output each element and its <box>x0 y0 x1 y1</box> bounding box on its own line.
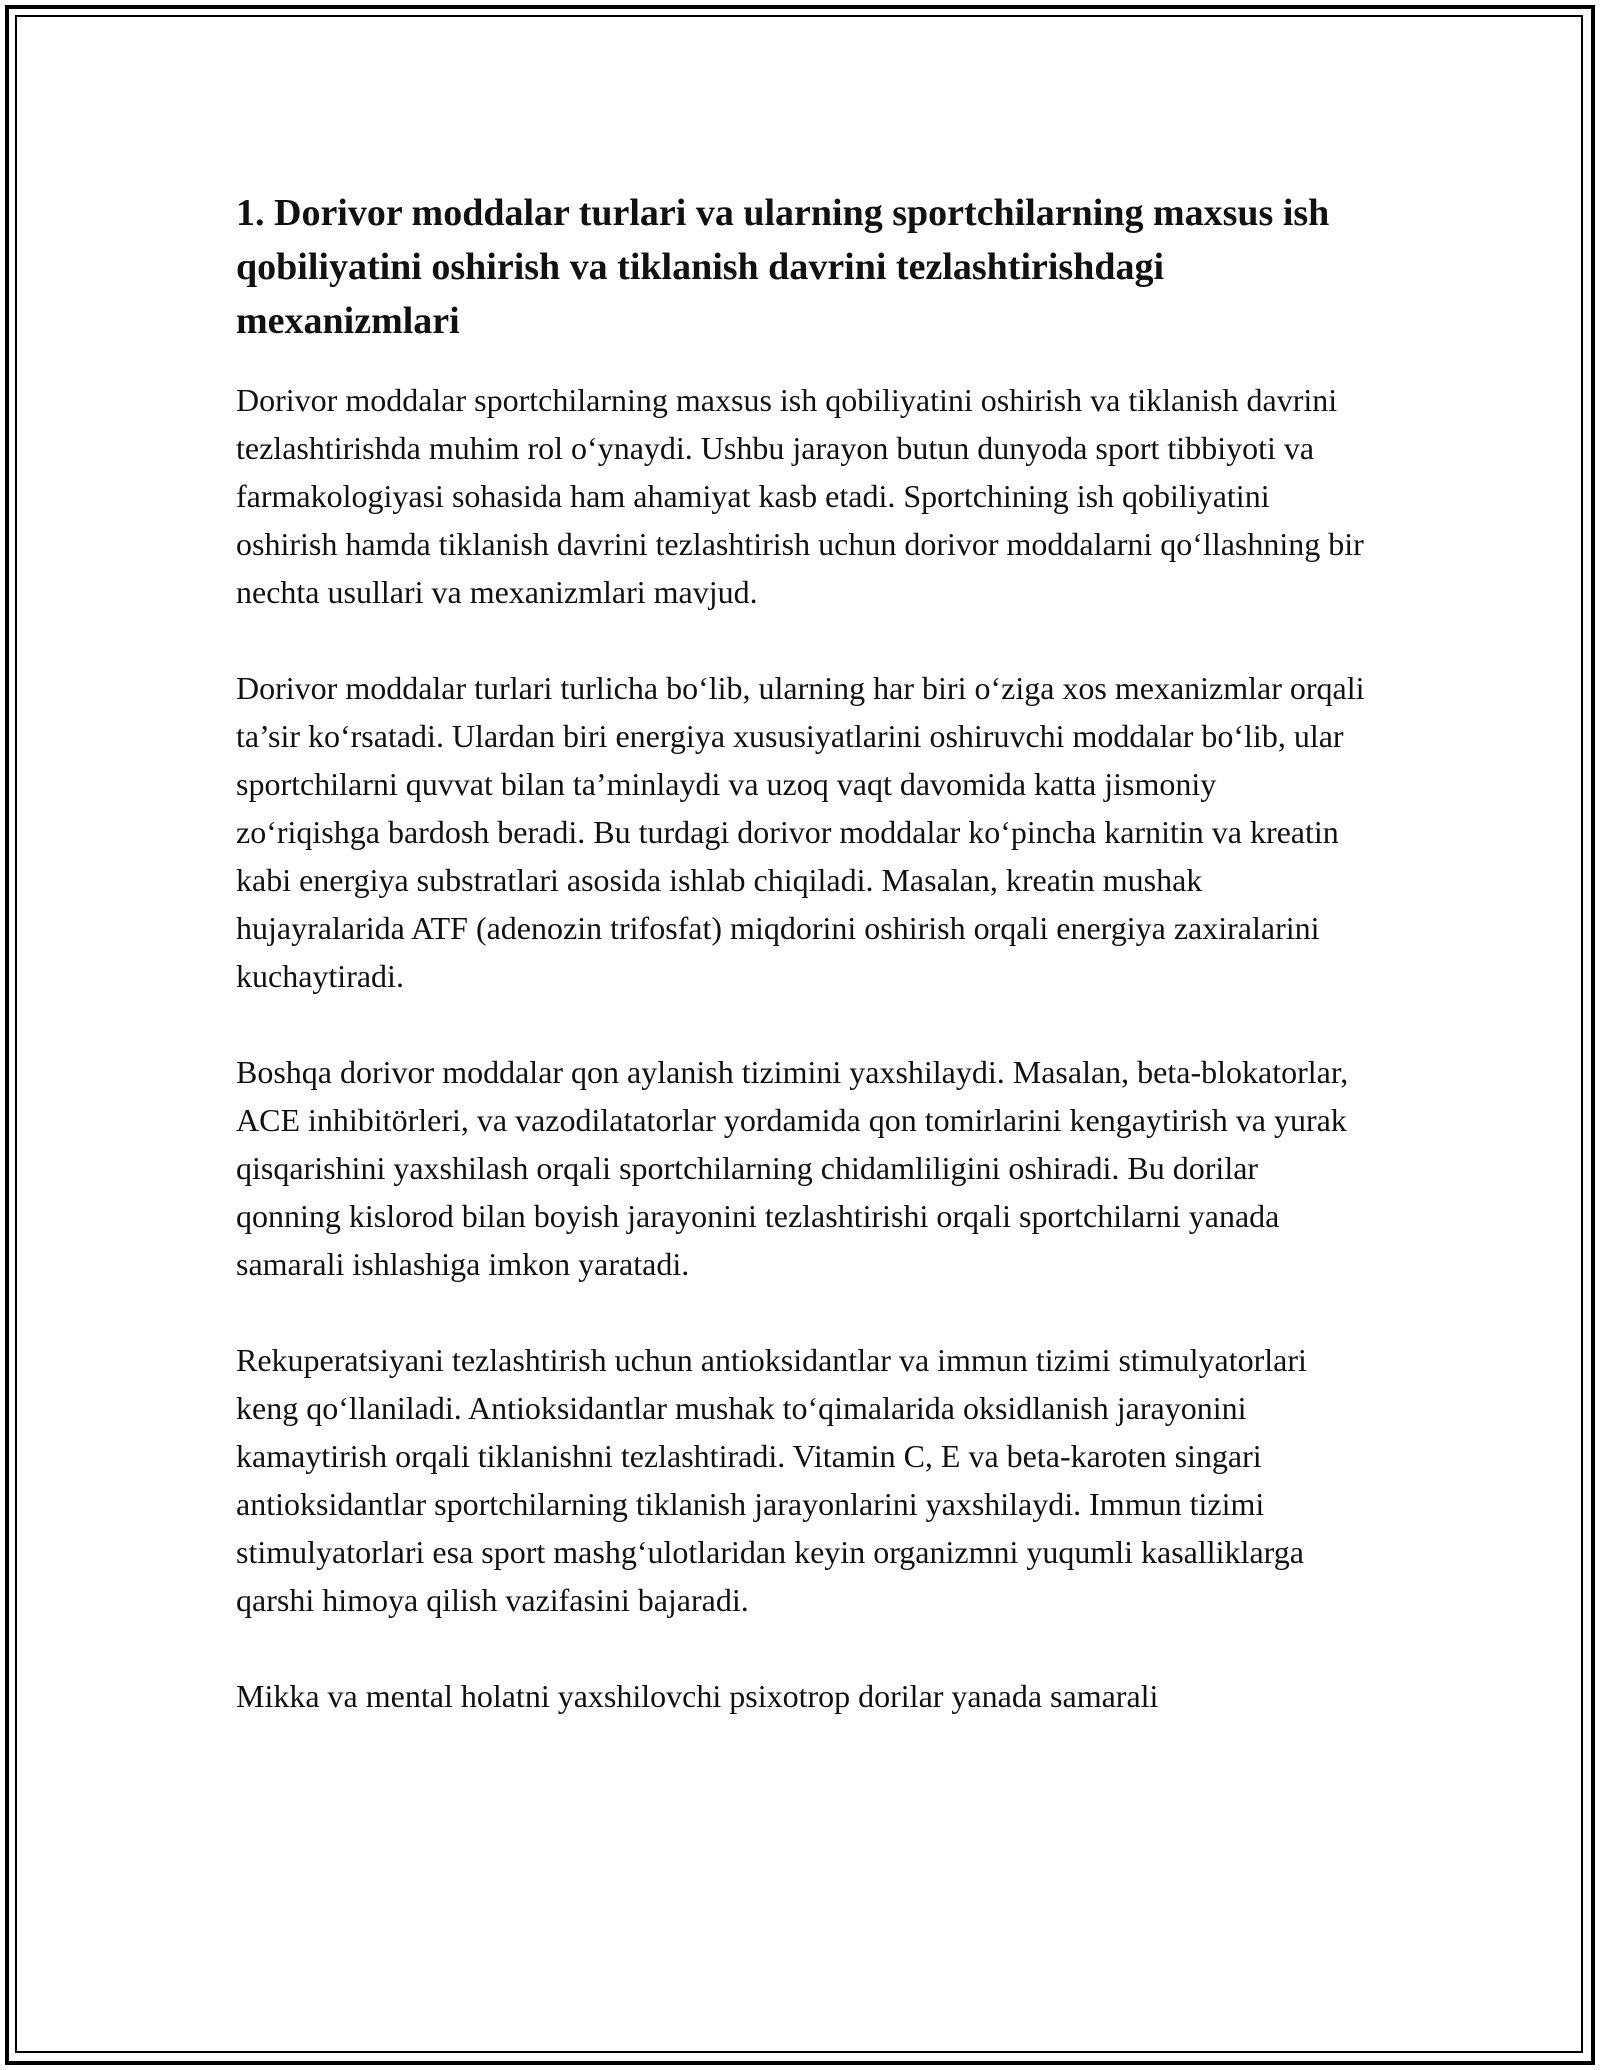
document-body <box>236 186 1366 1768</box>
paragraph-recuperation: Rekuperatsiyani tezlashtirish uchun antioksidantlar va immun tizimi stimulyatorlari keng qo‘llaniladi. Antioksidantlar mushak to‘qimalarida oksidlanish jarayonini kamaytirish orqali tiklanishni tezlashtiradi. Vitamin C, E va beta-karoten singari antioksidantlar sportchilarning tiklanish jarayonlarini yaxshilaydi. Immun tizimi stimulyatorlari esa sport mashg‘ulotlaridan keyin organizmni yuqumli kasalliklarga qarshi himoya qilish vazifasini bajaradi. <box>236 1342 1307 1618</box>
section-heading: 1. Dorivor moddalar turlari va ularning sportchilarning maxsus ish qobiliyatini oshirish va tiklanish davrini tezlashtirishdagi mexanizmlari <box>236 192 1330 342</box>
paragraph-intro: Dorivor moddalar sportchilarning maxsus ish qobiliyatini oshirish va tiklanish davrini tezlashtirishda muhim rol o‘ynaydi. Ushbu jarayon butun dunyoda sport tibbiyoti va farmakologiyasi sohasida ham ahamiyat kasb etadi. Sportchining ish qobiliyatini oshirish hamda tiklanish davrini tezlashtirish uchun dorivor moddalarni qo‘llashning bir nechta usullari va mexanizmlari mavjud. <box>236 382 1364 610</box>
paragraph-psychotropic: Mikka va mental holatni yaxshilovchi psixotrop dorilar yanada samarali <box>236 1678 1159 1714</box>
paragraph-energy-substances: Dorivor moddalar turlari turlicha bo‘lib, ularning har biri o‘ziga xos mexanizmlar orqali ta’sir ko‘rsatadi. Ulardan biri energiya xususiyatlarini oshiruvchi moddalar bo‘lib, ular sportchilarni quvvat bilan ta’minlaydi va uzoq vaqt davomida katta jismoniy zo‘riqishga bardosh beradi. Bu turdagi dorivor moddalar ko‘pincha karnitin va kreatin kabi energiya substratlari asosida ishlab chiqiladi. Masalan, kreatin mushak hujayralarida ATF (adenozin trifosfat) miqdorini oshirish orqali energiya zaxiralarini kuchaytiradi. <box>236 670 1365 994</box>
paragraph-circulation: Boshqa dorivor moddalar qon aylanish tizimini yaxshilaydi. Masalan, beta-blokatorlar, ACE inhibitörleri, va vazodilatatorlar yordamida qon tomirlarini kengaytirish va yurak qisqarishini yaxshilash orqali sportchilarning chidamliligini oshiradi. Bu dorilar qonning kislorod bilan boyish jarayonini tezlashtirishi orqali sportchilarni yanada samarali ishlashiga imkon yaratadi. <box>236 1054 1349 1282</box>
